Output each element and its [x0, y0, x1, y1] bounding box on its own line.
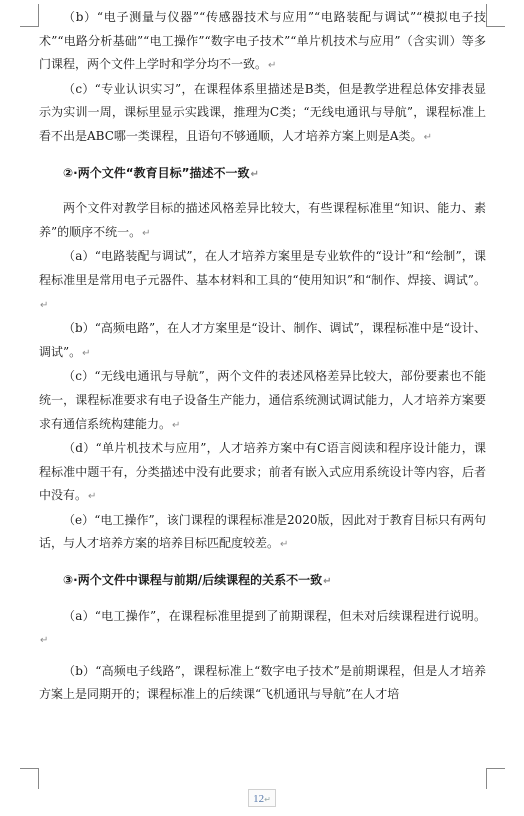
- paragraph: （c）“无线电通讯与导航”，两个文件的表述风格差异比较大，部份要素也不能统一，课程标准要求有电子设备生产能力，通信系统测试调试能力，人才培养方案要求有通信系统构建能力。↵: [39, 369, 486, 431]
- paragraph: （b）“高频电子线路”，课程标准上“数字电子技术”是前期课程，但是人才培养方案上是同期开的；课程标准上的后续课“飞机通讯与导航”在人才培: [39, 663, 486, 702]
- document-body[interactable]: [39, 6, 486, 707]
- paragraph: 两个文件对教学目标的描述风格差异比较大，有些课程标准里“知识、能力、素养”的顺序不统一。↵: [39, 201, 486, 239]
- section-heading: ②·两个文件“教育目标”描述不一致↵: [63, 165, 259, 180]
- paragraph: （a）“电工操作”，在课程标准里提到了前期课程，但未对后续课程进行说明。↵: [40, 608, 486, 647]
- paragraph: （e）“电工操作”，该门课程的课程标准是2020版，因此对于教育目标只有两句话，与人才培养方案的培养目标匹配度较差。↵: [39, 512, 486, 551]
- paragraph: （b）“高频电路”，在人才方案里是“设计、制作、调试”，课程标准中是“设计、调试”。↵: [39, 321, 486, 359]
- section-heading: ③·两个文件中课程与前期/后续课程的关系不一致↵: [63, 573, 332, 588]
- paragraph: （a）“电路装配与调试”，在人才培养方案里是专业软件的“设计”和“绘制”，课程标准里是常用电子元器件、基本材料和工具的“使用知识”和“制作、焊接、调试”。↵: [39, 249, 486, 311]
- page-number: 12: [253, 793, 265, 805]
- corner-mark-bottom-left: [20, 768, 39, 789]
- paragraph: （b）“电子测量与仪器”“传感器技术与应用”“电路装配与调试”“模拟电子技术”“电路分析基础”“电工操作”“数字电子技术”“单片机技术与应用”（含实训）等多门课程，两个文件上学时和学分均不一致。↵: [39, 10, 486, 72]
- paragraph: （c）“专业认识实习”，在课程体系里描述是B类，但是教学进程总体安排表显示为实训一周，课标里显示实践课，推理为C类；“无线电通讯与导航”，课程标准上看不出是ABC哪一类课程，且语句不够通顺，人才培养方案上则是A类。↵: [39, 81, 486, 143]
- page-number-box: 12↵: [248, 789, 276, 807]
- corner-mark-top-left: [20, 4, 39, 27]
- corner-mark-bottom-right: [486, 768, 505, 789]
- corner-mark-top-right: [486, 4, 505, 27]
- paragraph: （d）“单片机技术与应用”，人才培养方案中有C语言阅读和程序设计能力，课程标准中题干有，分类描述中没有此要求；前者有嵌入式应用系统设计等内容，后者中没有。↵: [39, 441, 486, 503]
